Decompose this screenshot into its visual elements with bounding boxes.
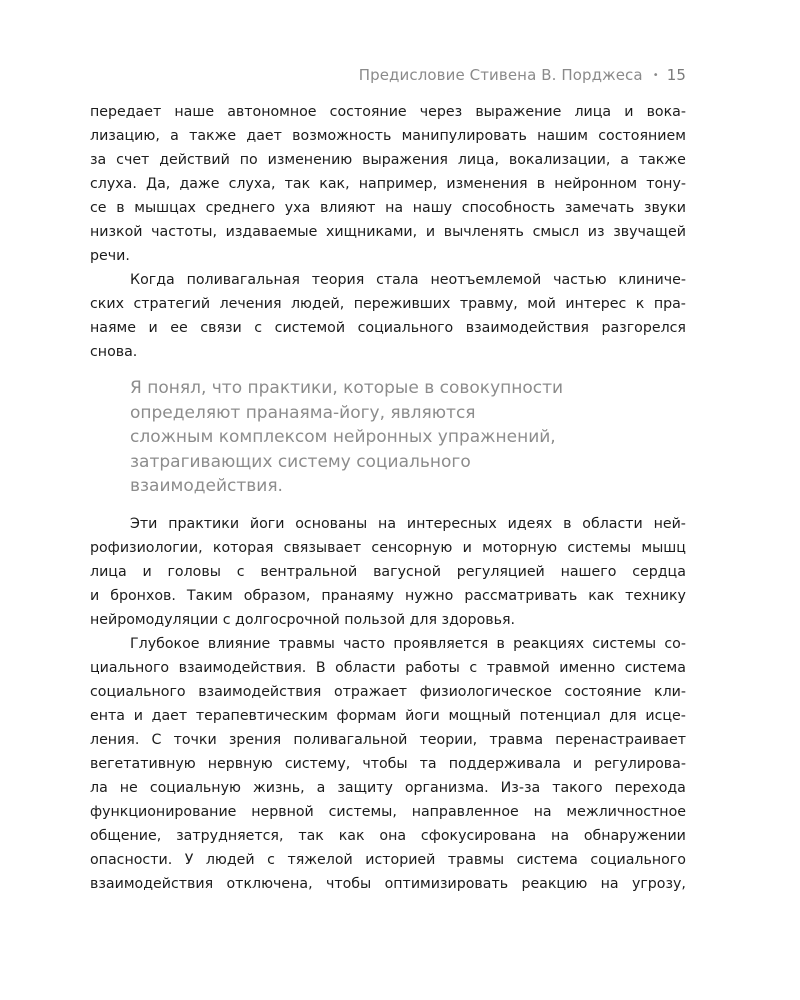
running-title: Предисловие Стивена В. Порджеса [358,66,643,84]
text-line: и бронхов. Таким образом, пранаяму нужно рассматривать как технику [90,588,686,604]
text-line: лизацию, а также дает возможность манипулировать нашим состоянием [90,128,686,144]
text-line: нейромодуляции с долгосрочной пользой для здоровья. [90,612,516,628]
quote-line: взаимодействия. [130,476,283,496]
page-number: 15 [666,66,686,84]
text-line: за счет действий по изменению выражения лица, вокализации, а также [90,152,686,168]
quote-line: Я понял, что практики, которые в совокупности [130,378,564,398]
pull-quote [130,376,650,499]
text-line: ла не социальную жизнь, а защиту организма. Из-за такого перехода [90,780,686,796]
text-line: взаимодействия отключена, чтобы оптимизировать реакцию на угрозу, [90,876,686,892]
text-line: рофизиологии, которая связывает сенсорную и моторную системы мышц [90,540,686,556]
text-line: снова. [90,344,138,360]
text-line: опасности. У людей с тяжелой историей травмы система социального [90,852,686,868]
text-line: ских стратегий лечения людей, переживших травму, мой интерес к пра- [90,296,686,312]
text-line: передает наше автономное состояние через выражение лица и вока- [90,104,686,120]
text-line: Когда поливагальная теория стала неотъемлемой частью клиниче- [130,272,686,288]
text-line: речи. [90,248,130,264]
header-separator: • [652,69,659,81]
text-line: низкой частоты, издаваемые хищниками, и вычленять смысл из звучащей [90,224,686,240]
text-line: лица и головы с вентральной вагусной регуляцией нашего сердца [90,564,686,580]
text-line: се в мышцах среднего уха влияют на нашу способность замечать звуки [90,200,686,216]
quote-line: сложным комплексом нейронных упражнений, [130,427,556,447]
quote-line: определяют пранаяма-йогу, являются [130,402,476,423]
paragraph-1 [90,100,686,268]
text-line: Глубокое влияние травмы часто проявляется в реакциях системы со- [130,636,686,652]
text-line: функционирование нервной системы, направленное на межличностное [90,804,686,820]
text-line: социального взаимодействия отражает физиологическое состояние кли- [90,684,686,700]
paragraph-4 [90,632,686,896]
text-line: общение, затрудняется, так как она сфокусирована на обнаружении [90,828,686,844]
paragraph-2 [90,268,686,364]
text-line: слуха. Да, даже слуха, так как, например, изменения в нейронном тону- [90,176,686,192]
text-line: вегетативную нервную систему, чтобы та поддерживала и регулирова- [90,756,686,772]
running-header [359,66,686,84]
text-line: циального взаимодействия. В области работы с травмой именно система [90,660,686,676]
paragraph-3 [90,512,686,632]
text-line: наяме и ее связи с системой социального взаимодействия разгорелся [90,320,686,336]
quote-line: затрагивающих систему социального [130,451,471,472]
text-line: Эти практики йоги основаны на интересных идеях в области ней- [130,516,686,532]
text-line: ления. С точки зрения поливагальной теории, травма перенастраивает [90,732,686,748]
text-line: ента и дает терапевтическим формам йоги мощный потенциал для исце- [90,708,686,724]
